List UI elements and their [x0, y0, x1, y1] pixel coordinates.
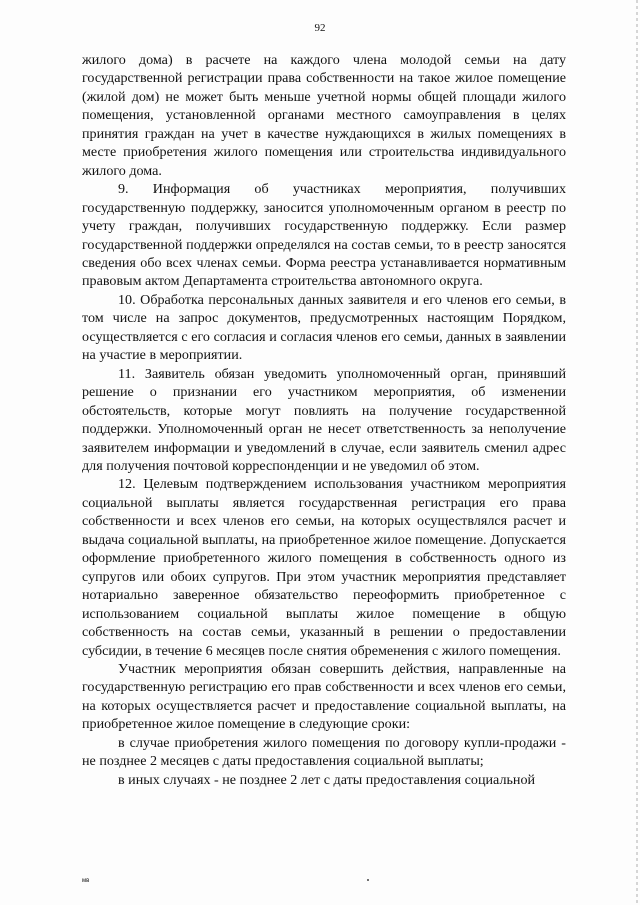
paragraph-continuation: жилого дома) в расчете на каждого члена молодой семьи на дату государственной регистрации права собственности на такое жилое помещение (жилой дом) не может быть меньше учетной нормы общей площади жилого помещения, установленной органами местного самоуправления в целях принятия граждан на учет в качестве нуждающихся в жилых помещениях в месте приобретения жилого помещения или строительства индивидуального жилого дома.: [82, 52, 566, 179]
page-number: 92: [314, 22, 326, 34]
scan-edge: [636, 0, 638, 905]
paragraph-term-purchase: в случае приобретения жилого помещения по договору купли-продажи - не позднее 2 месяцев с даты предоставления социальной выплаты;: [82, 734, 566, 770]
paragraph-12: 12. Целевым подтверждением использования участником мероприятия социальной выплаты является государственная регистрация его права собственности и всех членов его семьи, на которых осуществлялся расчет и выдача социальной выплаты, на приобретенное жилое помещение. Допускается оформление приобретенного жилого помещения в собственность одного из супругов или обоих супругов. При этом участник мероприятия представляет нотариально заверенное обязательство переоформить приобретенное с использованием социальной выплаты жилое помещение в общую собственность на состав семьи, указанный в решении о предоставлении субсидии, в течение 6 месяцев после снятия обременения с жилого помещения.: [82, 476, 566, 659]
footer-initials: мв: [82, 878, 90, 884]
paragraph-10: 10. Обработка персональных данных заявителя и его членов его семьи, в том числе на запрос документов, предусмотренных настоящим Порядком, осуществляется с его согласия и согласия членов его семьи, данных в заявлении на участие в мероприятии.: [82, 291, 566, 364]
paragraph-obligation: Участник мероприятия обязан совершить действия, направленные на государственную регистрацию его прав собственности и всех членов его семьи, на которых осуществляется расчет и предоставление социальной выплаты, на приобретенное жилое помещение в следующие сроки:: [82, 660, 566, 733]
scan-dot: [367, 879, 369, 881]
paragraph-term-other: в иных случаях - не позднее 2 лет с даты предоставления социальной: [118, 771, 536, 788]
paragraph-11: 11. Заявитель обязан уведомить уполномоченный орган, принявший решение о признании его участником мероприятия, об изменении обстоятельств, которые могут повлиять на получение государственной поддержки. Уполномоченный орган не несет ответственность за неполучение заявителем информации и уведомлений в случае, если заявитель сменил адрес для получения почтовой корреспонденции и не уведомил об этом.: [82, 365, 566, 474]
paragraph-9: 9. Информация об участниках мероприятия, получивших государственную поддержку, заносится уполномоченным органом в реестр по учету граждан, получивших государственную поддержку. Если размер государственной поддержки определялся на состав семьи, то в реестр заносятся сведения обо всех членах семьи. Форма реестра устанавливается нормативным правовым актом Департамента строительства автономного округа.: [82, 181, 566, 290]
body-text: [82, 51, 566, 789]
